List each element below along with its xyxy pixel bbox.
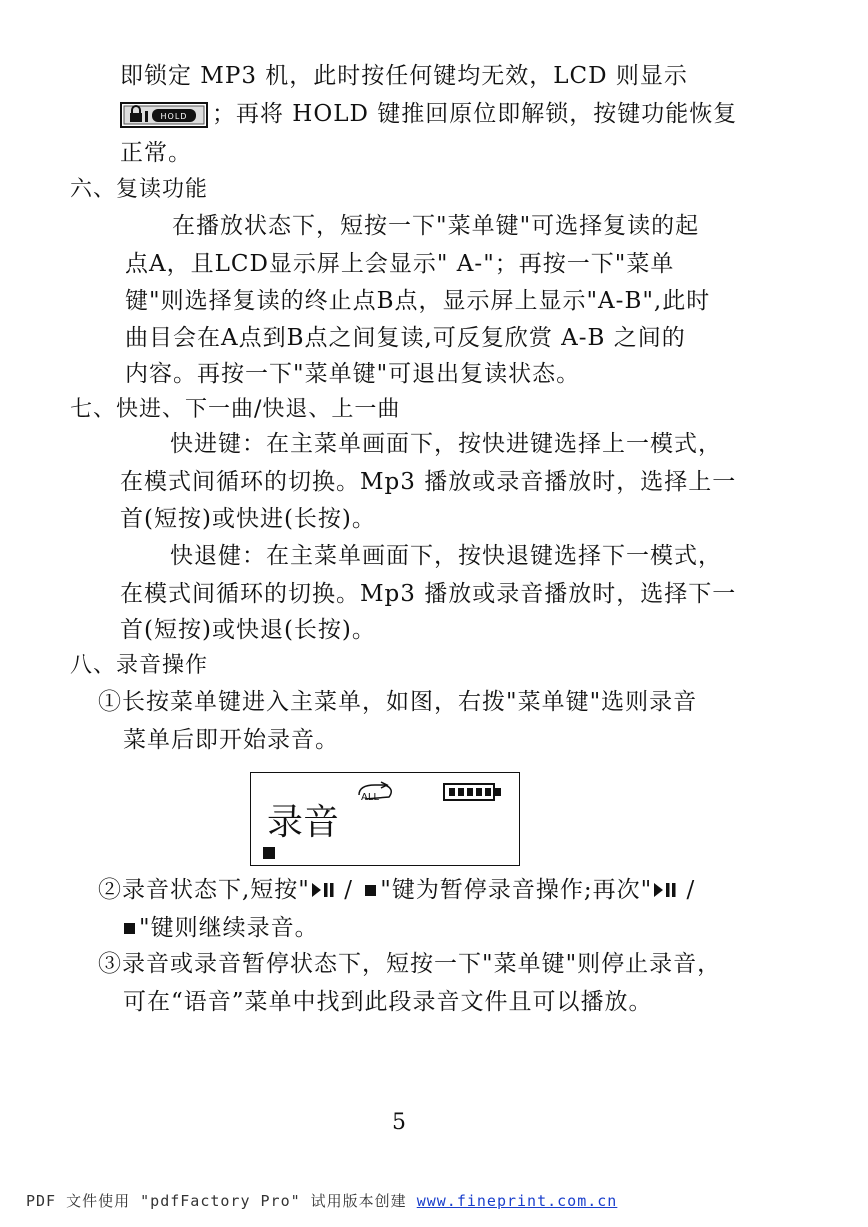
footer-link[interactable]: www.fineprint.com.cn	[416, 1192, 618, 1210]
section7-line: 首(短按)或快退(长按)。	[120, 617, 376, 643]
page-number: 5	[392, 1110, 406, 1135]
section7-line: 首(短按)或快进(长按)。	[120, 506, 376, 532]
lcd-screen-illustration	[250, 772, 520, 866]
section7-line: 在模式间循环的切换。Mp3 播放或录音播放时，选择上一	[120, 469, 737, 495]
section8-item1-line2: 菜单后即开始录音。	[123, 727, 339, 753]
section7-line: 在模式间循环的切换。Mp3 播放或录音播放时，选择下一	[120, 581, 737, 607]
section8-item3-line1: ③录音或录音暂停状态下，短按一下"菜单键"则停止录音，	[98, 951, 722, 977]
item2-text-b: "键为暂停录音操作;再次"	[380, 877, 653, 903]
play-pause-icon	[310, 881, 336, 899]
hold-lock-icon	[120, 102, 208, 128]
section8-item2-line2	[120, 912, 319, 944]
play-pause-icon	[652, 881, 678, 899]
lock-para-line2-text: ；再将 HOLD 键推回原位即解锁，按键功能恢复	[212, 101, 738, 127]
hold-icon-label: HOLD	[160, 112, 188, 121]
stop-icon	[365, 885, 376, 896]
section7-line: 快进键：在主菜单画面下，按快进键选择上一模式，	[170, 431, 722, 457]
section6-heading: 六、复读功能	[70, 177, 209, 202]
section8-item3-line2: 可在“语音”菜单中找到此段录音文件且可以播放。	[123, 989, 653, 1015]
section8-item1-line1: ①长按菜单键进入主菜单，如图，右拨"菜单键"选则录音	[98, 689, 698, 715]
lcd-record-text: 录音	[267, 802, 340, 843]
lock-para-line1: 即锁定 MP3 机，此时按任何键均无效，LCD 则显示	[120, 63, 688, 89]
section8-heading: 八、录音操作	[70, 653, 209, 678]
stop-square-icon	[263, 847, 275, 859]
section6-line: 曲目会在A点到B点之间复读,可反复欣赏 A-B 之间的	[125, 325, 686, 351]
lock-para-line3: 正常。	[120, 140, 192, 166]
section6-line: 点A，且LCD显示屏上会显示" A-"；再按一下"菜单	[125, 251, 675, 277]
lcd-all-label: ALL	[361, 792, 379, 803]
repeat-all-icon	[355, 781, 399, 803]
footer-text: PDF 文件使用 "pdfFactory Pro" 试用版本创建	[26, 1192, 407, 1210]
item2-text-c: "键则继续录音。	[139, 915, 319, 941]
battery-icon	[443, 783, 503, 801]
item2-text-a: ②录音状态下,短按"	[98, 877, 310, 903]
section7-line: 快退健：在主菜单画面下，按快退键选择下一模式，	[170, 543, 722, 569]
section7-heading: 七、快进、下一曲/快退、上一曲	[70, 397, 401, 422]
section6-line: 内容。再按一下"菜单键"可退出复读状态。	[125, 361, 581, 387]
section6-line: 在播放状态下，短按一下"菜单键"可选择复读的起	[172, 213, 700, 239]
lock-para-line2	[120, 98, 737, 130]
section8-item2-line1: ②录音状态下,短按" / "键为暂停录音操作;再次" /	[98, 877, 696, 903]
stop-icon	[124, 923, 135, 934]
pdf-footer	[26, 1190, 617, 1211]
section6-line: 键"则选择复读的终止点B点，显示屏上显示"A-B",此时	[125, 288, 711, 314]
